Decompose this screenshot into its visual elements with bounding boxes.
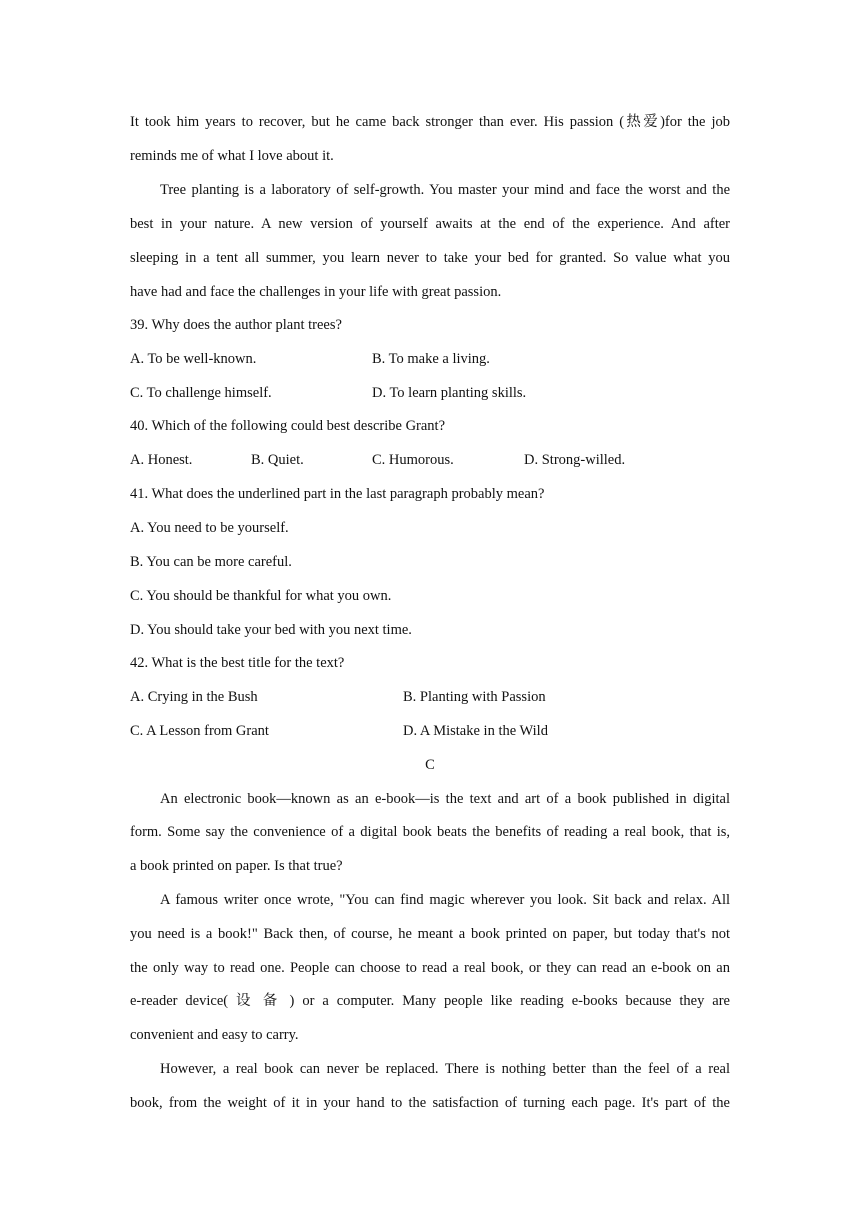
question-40-option-b: B. Quiet. xyxy=(251,452,304,468)
question-42-option-c: C. A Lesson from Grant xyxy=(130,723,269,739)
question-40-option-c: C. Humorous. xyxy=(372,452,454,468)
question-41-option-a: A. You need to be yourself. xyxy=(130,520,289,536)
passage-line: Tree planting is a laboratory of self-growth. You master your mind and face the worst and the xyxy=(160,182,730,198)
question-41-option-c: C. You should be thankful for what you own. xyxy=(130,588,392,604)
passage-line: best in your nature. A new version of yourself awaits at the end of the experience. And after xyxy=(130,216,730,232)
passage-line: convenient and easy to carry. xyxy=(130,1027,299,1043)
passage-line: form. Some say the convenience of a digital book beats the benefits of reading a real book, that is, xyxy=(130,824,730,840)
section-heading: C xyxy=(425,757,435,773)
passage-line: have had and face the challenges in your life with great passion. xyxy=(130,284,502,300)
passage-line: you need is a book!" Back then, of course, he meant a book printed on paper, but today that's not xyxy=(130,926,730,942)
passage-line: the only way to read one. People can choose to read a real book, or they can read an e-book on an xyxy=(130,960,730,976)
question-42-option-b: B. Planting with Passion xyxy=(403,689,546,705)
passage-line: book, from the weight of it in your hand to the satisfaction of turning each page. It's part of the xyxy=(130,1095,730,1111)
question-41-stem: 41. What does the underlined part in the last paragraph probably mean? xyxy=(130,486,545,502)
question-39-option-d: D. To learn planting skills. xyxy=(372,385,527,401)
passage-line: a book printed on paper. Is that true? xyxy=(130,858,343,874)
passage-line: However, a real book can never be replaced. There is nothing better than the feel of a real xyxy=(160,1061,730,1077)
question-40-option-d: D. Strong-willed. xyxy=(524,452,626,468)
question-40-stem: 40. Which of the following could best describe Grant? xyxy=(130,418,446,434)
passage-line: e-reader device( 设 备 ) or a computer. Many people like reading e-books because they are xyxy=(130,993,730,1009)
passage-line: It took him years to recover, but he came back stronger than ever. His passion (热爱)for the job xyxy=(130,114,730,130)
question-41-option-b: B. You can be more careful. xyxy=(130,554,292,570)
question-42-option-a: A. Crying in the Bush xyxy=(130,689,258,705)
passage-line: An electronic book—known as an e-book—is the text and art of a book published in digital xyxy=(160,791,730,807)
question-42-option-d: D. A Mistake in the Wild xyxy=(403,723,548,739)
question-39-option-a: A. To be well-known. xyxy=(130,351,257,367)
question-39-option-b: B. To make a living. xyxy=(372,351,490,367)
passage-line: sleeping in a tent all summer, you learn never to take your bed for granted. So value what you xyxy=(130,250,730,266)
passage-line: A famous writer once wrote, "You can find magic wherever you look. Sit back and relax. All xyxy=(160,892,730,908)
question-39-option-c: C. To challenge himself. xyxy=(130,385,272,401)
passage-line: reminds me of what I love about it. xyxy=(130,148,334,164)
question-40-option-a: A. Honest. xyxy=(130,452,193,468)
question-41-option-d: D. You should take your bed with you next time. xyxy=(130,622,412,638)
question-39-stem: 39. Why does the author plant trees? xyxy=(130,317,342,333)
question-42-stem: 42. What is the best title for the text? xyxy=(130,655,345,671)
